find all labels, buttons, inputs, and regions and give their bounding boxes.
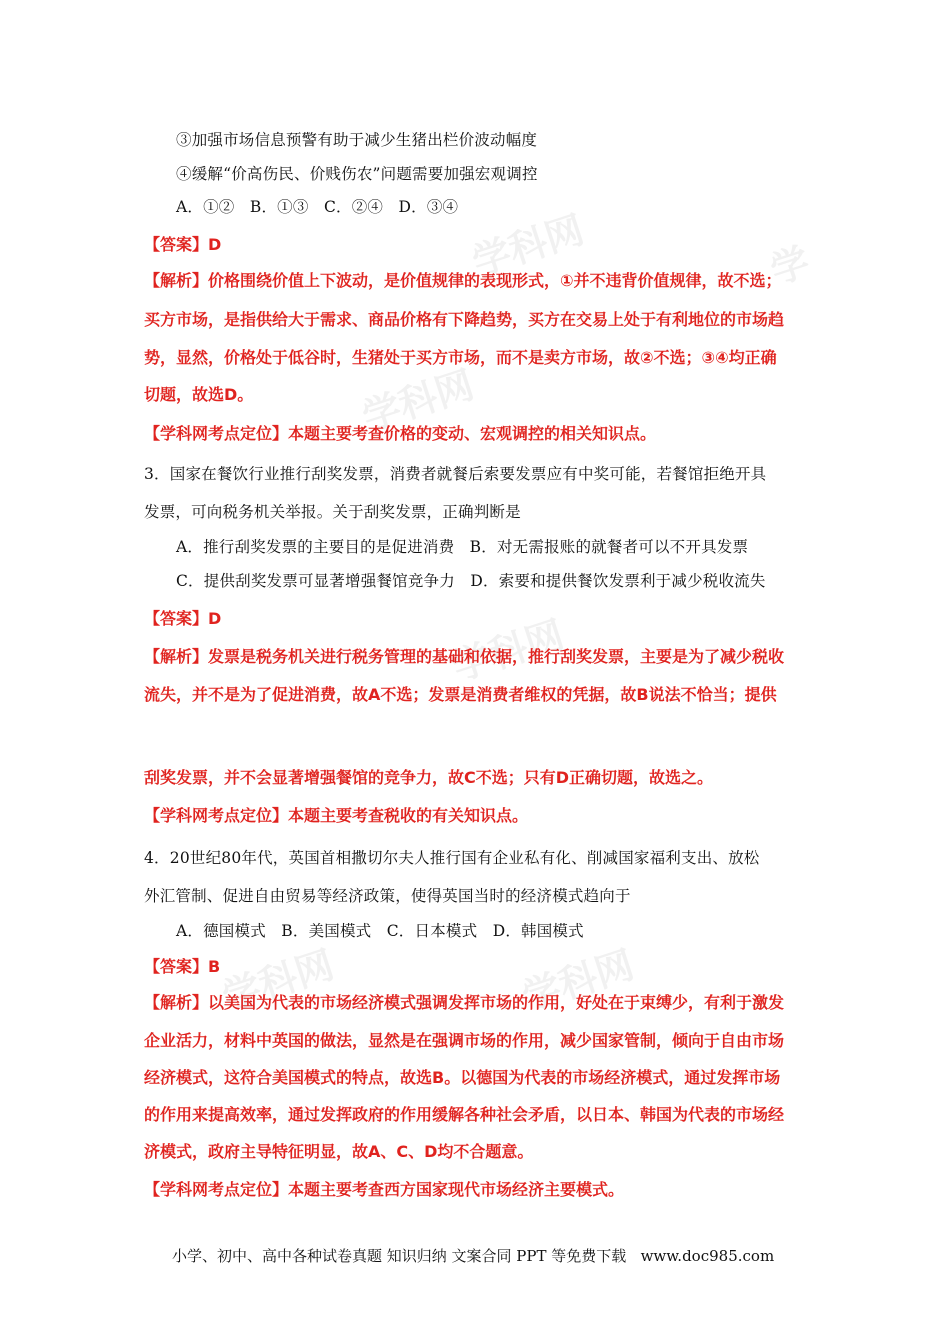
q2-choices: A．①② B．①③ C．②④ D．③④: [176, 198, 459, 216]
q4-analysis-line: 经济模式，这符合美国模式的特点，故选B。以德国为代表的市场经济模式，通过发挥市场: [144, 1068, 781, 1087]
q3-knowledge-point: 【学科网考点定位】本题主要考查税收的有关知识点。: [144, 806, 529, 825]
q2-analysis-line: 切题，故选D。: [144, 385, 254, 404]
q2-analysis-line: 买方市场，是指供给大于需求、商品价格有下降趋势，买方在交易上处于有利地位的市场趋: [144, 310, 785, 329]
watermark-logo: 学科网: [467, 207, 590, 285]
watermark-logo: 学: [765, 239, 815, 293]
watermark-logo: 学科网: [447, 612, 570, 690]
q4-analysis-line: 企业活力，材料中英国的做法，显然是在强调市场的作用，减少国家管制，倾向于自由市场: [144, 1031, 785, 1050]
watermark-logo: 学科网: [217, 942, 340, 1020]
q3-analysis-line: 刮奖发票，并不会显著增强餐馆的竞争力，故C不选；只有D正确切题，故选之。: [144, 768, 714, 787]
q4-stem-line: 4．20世纪80年代，英国首相撒切尔夫人推行国有企业私有化、削减国家福利支出、放松: [144, 849, 760, 867]
q2-analysis-line: 【解析】价格围绕价值上下波动，是价值规律的表现形式，①并不违背价值规律，故不选；: [144, 271, 782, 290]
q3-stem-line: 3．国家在餐饮行业推行刮奖发票，消费者就餐后索要发票应有中奖可能，若餐馆拒绝开具: [144, 465, 767, 483]
page-footer: 小学、初中、高中各种试卷真题 知识归纳 文案合同 PPT 等免费下载 www.doc985.com: [172, 1247, 775, 1265]
q3-choices-ab: A．推行刮奖发票的主要目的是促进消费 B．对无需报账的就餐者可以不开具发票: [176, 538, 749, 556]
q3-stem-line: 发票，可向税务机关举报。关于刮奖发票，正确判断是: [144, 503, 521, 521]
q4-analysis-line: 【解析】以美国为代表的市场经济模式强调发挥市场的作用，好处在于束缚少，有利于激发: [144, 993, 785, 1012]
q2-knowledge-point: 【学科网考点定位】本题主要考查价格的变动、宏观调控的相关知识点。: [144, 424, 657, 443]
q2-option-3: ③加强市场信息预警有助于减少生猪出栏价波动幅度: [176, 131, 538, 149]
watermark-logo: 学科网: [517, 942, 640, 1020]
q4-stem-line: 外汇管制、促进自由贸易等经济政策，使得英国当时的经济模式趋向于: [144, 887, 631, 905]
q3-answer: 【答案】D: [144, 609, 222, 628]
q3-analysis-line: 【解析】发票是税务机关进行税务管理的基础和依据，推行刮奖发票，主要是为了减少税收: [144, 647, 785, 666]
q4-analysis-line: 的作用来提高效率，通过发挥政府的作用缓解各种社会矛盾，以日本、韩国为代表的市场经: [144, 1105, 785, 1124]
q3-choices-cd: C．提供刮奖发票可显著增强餐馆竞争力 D．索要和提供餐饮发票利于减少税收流失: [176, 572, 766, 590]
q4-answer: 【答案】B: [144, 957, 221, 976]
q2-option-4: ④缓解“价高伤民、价贱伤农”问题需要加强宏观调控: [176, 165, 538, 183]
q4-choices: A．德国模式 B．美国模式 C．日本模式 D．韩国模式: [176, 922, 584, 940]
q4-knowledge-point: 【学科网考点定位】本题主要考查西方国家现代市场经济主要模式。: [144, 1180, 625, 1199]
q4-analysis-line: 济模式，政府主导特征明显，故A、C、D均不合题意。: [144, 1142, 534, 1161]
q2-answer: 【答案】D: [144, 235, 222, 254]
q2-analysis-line: 势，显然，价格处于低谷时，生猪处于买方市场，而不是卖方市场，故②不选；③④均正确: [144, 348, 777, 367]
watermark-logo: 学科网: [357, 362, 480, 440]
q3-analysis-line: 流失，并不是为了促进消费，故A不选；发票是消费者维权的凭据，故B说法不恰当；提供: [144, 685, 777, 704]
